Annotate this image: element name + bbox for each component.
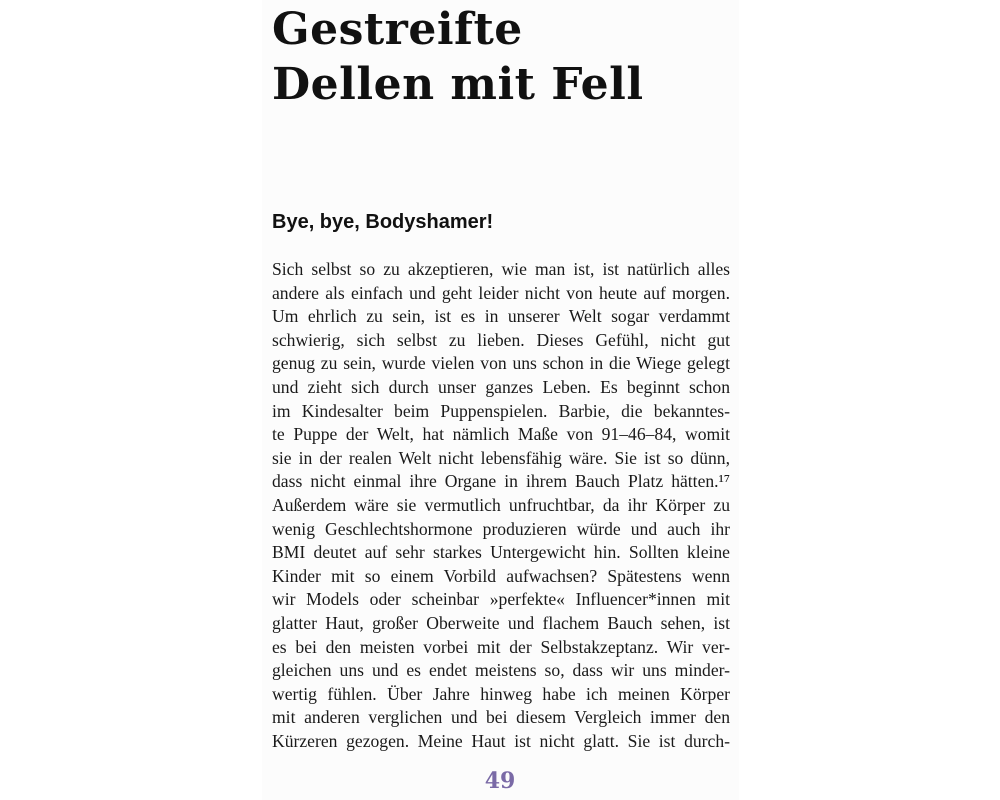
body-line: gleichen uns und es endet meistens so, dass wir uns minder- (272, 660, 730, 681)
body-line: te Puppe der Welt, hat nämlich Maße von 91–46–84, womit (272, 424, 730, 445)
body-line: BMI deutet auf sehr starkes Untergewicht hin. Sollten kleine (272, 542, 730, 563)
body-line: glatter Haut, großer Oberweite und flachem Bauch sehen, ist (272, 612, 730, 633)
body-line: schwierig, sich selbst zu lieben. Dieses Gefühl, nicht gut (272, 329, 730, 350)
chapter-title-line-1: Gestreifte (272, 4, 523, 55)
body-line: mit anderen verglichen und bei diesem Vergleich immer den (272, 707, 730, 728)
body-line: Außerdem wäre sie vermutlich unfruchtbar, da ihr Körper zu (272, 494, 730, 515)
body-line: im Kindesalter beim Puppenspielen. Barbie, die bekanntes- (272, 400, 730, 421)
body-line: und zieht sich durch unser ganzes Leben. Es beginnt schon (272, 376, 730, 397)
body-line: Kinder mit so einem Vorbild aufwachsen? Spätestens wenn (272, 565, 730, 586)
page-number: 49 (484, 768, 516, 794)
body-line: sie in der realen Welt nicht lebensfähig wäre. Sie ist so dünn, (272, 447, 730, 468)
section-heading: Bye, bye, Bodyshamer! (272, 211, 494, 233)
body-line: es bei den meisten vorbei mit der Selbstakzeptanz. Wir ver- (272, 636, 730, 657)
chapter-title-line-2: Dellen mit Fell (272, 59, 644, 110)
body-line: wir Models oder scheinbar »perfekte« Influencer*innen mit (272, 589, 730, 610)
body-line: dass nicht einmal ihre Organe in ihrem Bauch Platz hätten.¹⁷ (272, 471, 730, 492)
body-line: wertig fühlen. Über Jahre hinweg habe ich meinen Körper (272, 683, 730, 704)
body-line: andere als einfach und geht leider nicht von heute auf morgen. (272, 282, 730, 303)
body-line: Um ehrlich zu sein, ist es in unserer Welt sogar verdammt (272, 306, 730, 327)
chapter-title (272, 2, 644, 112)
body-line: Sich selbst so zu akzeptieren, wie man ist, ist natürlich alles (272, 259, 730, 279)
body-paragraph (272, 258, 730, 753)
body-line: genug zu sein, wurde vielen von uns schon in die Wiege gelegt (272, 353, 730, 374)
body-line: Kürzeren gezogen. Meine Haut ist nicht glatt. Sie ist durch- (272, 730, 730, 751)
body-line: wenig Geschlechtshormone produzieren würde und auch ihr (272, 518, 730, 539)
